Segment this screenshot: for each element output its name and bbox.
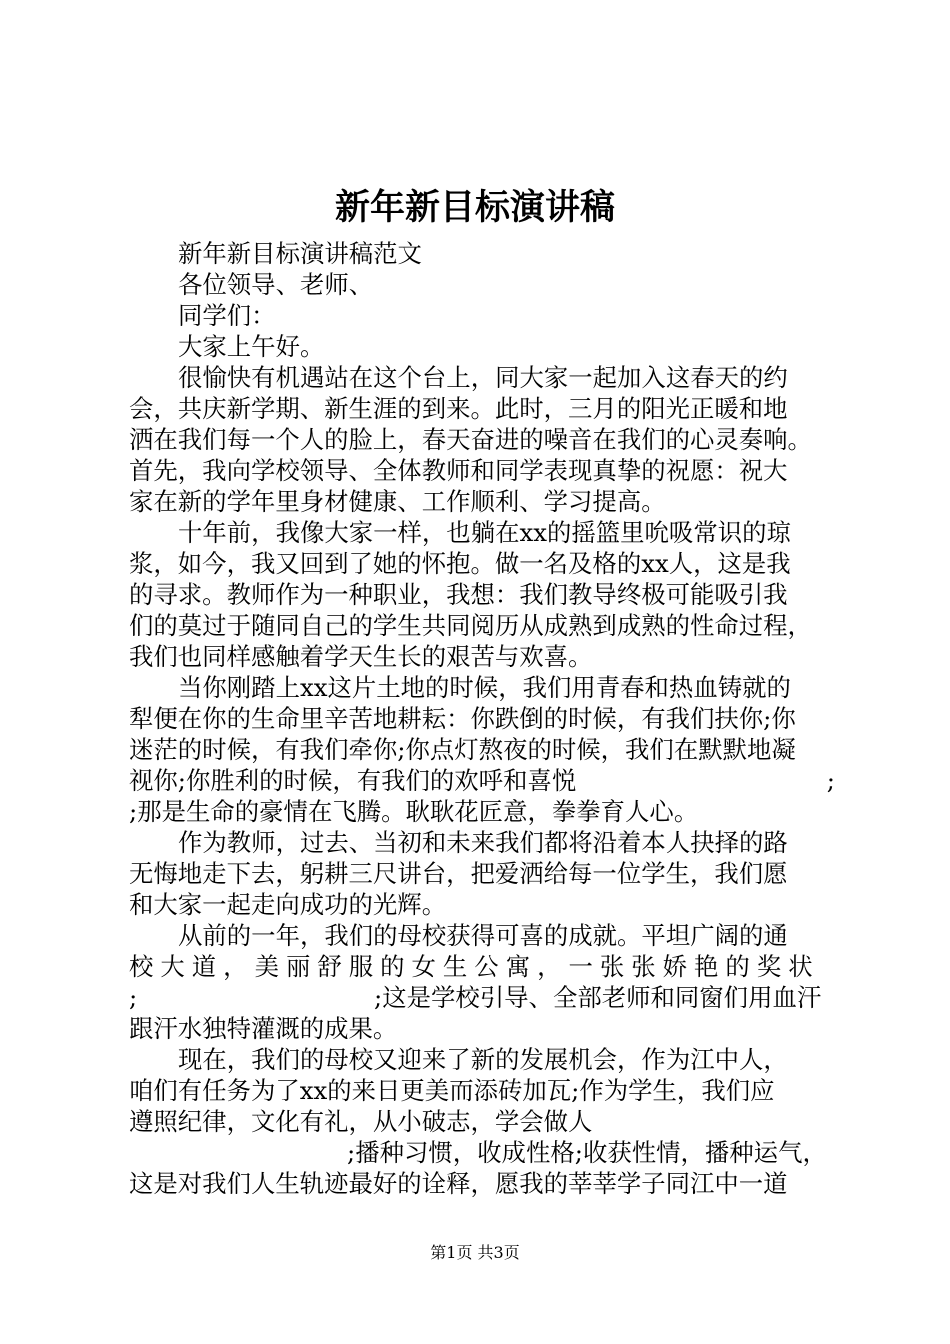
text-line: 家在新的学年里身材健康、工作顺利、学习提高。 (129, 487, 666, 516)
text-segment: ; (826, 766, 835, 795)
text-line: 跟汗水独特灌溉的成果。 (129, 1014, 398, 1043)
text-line: 从前的一年，我们的母校获得可喜的成就。平坦广阔的通 (178, 921, 788, 950)
text-line: 洒在我们每一个人的脸上，春天奋进的噪音在我们的心灵奏响。 (129, 425, 812, 454)
text-line: 犁便在你的生命里辛苦地耕耘：你跌倒的时候，有我们扶你;你 (129, 704, 796, 733)
text-line: 无悔地走下去，躬耕三尺讲台，把爱洒给每一位学生，我们愿 (129, 859, 788, 888)
text-line (129, 765, 835, 796)
text-line: 首先，我向学校领导、全体教师和同学表现真挚的祝愿：祝大 (129, 456, 788, 485)
text-line: ;那是生命的豪情在飞腾。耿耿花匠意，拳拳育人心。 (129, 797, 699, 826)
text-line: 校大道，美丽舒服的女生公寓，一张张娇艳的奖状 (129, 952, 820, 981)
text-line: 各位领导、老师、 (178, 270, 374, 299)
text-line: 和大家一起走向成功的光辉。 (129, 890, 447, 919)
text-line: 浆，如今，我又回到了她的怀抱。做一名及格的xx人，这是我 (129, 549, 791, 578)
text-line: 很愉快有机遇站在这个台上，同大家一起加入这春天的约 (178, 363, 788, 392)
text-line: 咱们有任务为了xx的来日更美而添砖加瓦;作为学生，我们应 (129, 1076, 775, 1105)
page-number: 第1页 共3页 (430, 1243, 520, 1262)
text-line: 当你刚踏上xx这片土地的时候，我们用青春和热血铸就的 (178, 673, 791, 702)
text-line: 遵照纪律，文化有礼，从小破志，学会做人 (129, 1107, 593, 1136)
text-segment: ;这是学校引导、全部老师和同窗们用血汗 (374, 983, 822, 1012)
text-line: 这是对我们人生轨迹最好的诠释，愿我的莘莘学子同江中一道 (129, 1169, 788, 1198)
text-line: 新年新目标演讲稿范文 (178, 239, 422, 268)
text-line (129, 982, 835, 1013)
text-line: 们的莫过于随同自己的学生共同阅历从成熟到成熟的性命过程， (129, 611, 812, 640)
text-segment: ; (129, 983, 138, 1012)
text-line: 十年前，我像大家一样，也躺在xx的摇篮里吮吸常识的琼 (178, 518, 791, 547)
text-line: 作为教师，过去、当初和未来我们都将沿着本人抉择的路 (178, 828, 788, 857)
text-line: 的寻求。教师作为一种职业，我想：我们教导终极可能吸引我 (129, 580, 788, 609)
text-line: ;播种习惯，收成性格;收获性情，播种运气， (347, 1138, 827, 1167)
text-line: 我们也同样感触着学天生长的艰苦与欢喜。 (129, 642, 593, 671)
text-line: 会，共庆新学期、新生涯的到来。此时，三月的阳光正暖和地 (129, 394, 788, 423)
text-line: 迷茫的时候，有我们牵你;你点灯熬夜的时候，我们在默默地凝 (129, 735, 796, 764)
text-line: 现在，我们的母校又迎来了新的发展机会，作为江中人， (178, 1045, 788, 1074)
document-body (129, 238, 835, 1199)
document-title: 新年新目标演讲稿 (334, 187, 615, 228)
text-line: 大家上午好。 (178, 332, 325, 361)
text-segment: 视你;你胜利的时候，有我们的欢呼和喜悦 (129, 766, 577, 795)
text-line: 同学们： (178, 301, 276, 330)
